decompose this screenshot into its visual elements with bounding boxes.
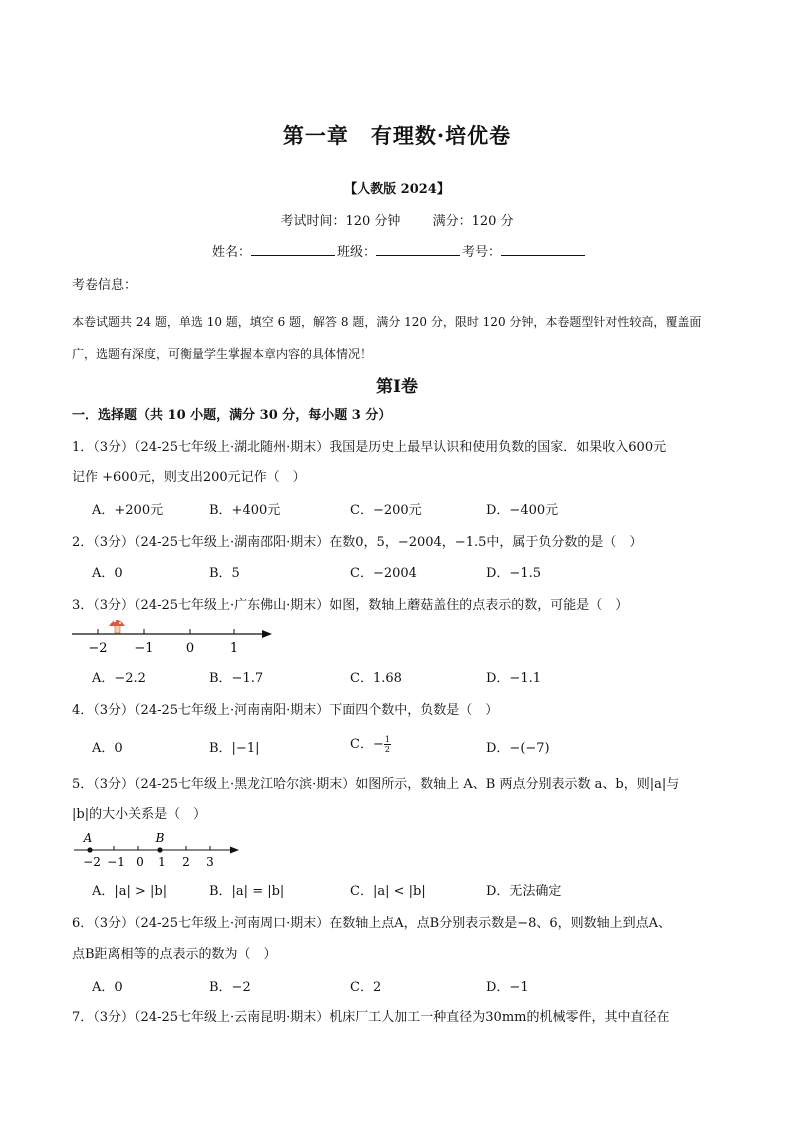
point-b bbox=[157, 847, 162, 852]
axis-label: 3 bbox=[206, 855, 214, 869]
q4-option-d[interactable]: D．−(−7) bbox=[486, 741, 550, 756]
axis-label: −1 bbox=[134, 641, 154, 656]
point-label: A bbox=[83, 831, 93, 845]
number-line-figure-q5 bbox=[72, 828, 244, 870]
name-label: 姓名： bbox=[212, 245, 252, 260]
q1-option-a[interactable]: A．+200元 bbox=[92, 503, 164, 518]
page-title: 第一章 有理数·培优卷 bbox=[282, 123, 512, 148]
mushroom-icon bbox=[109, 620, 125, 633]
score-label: 满分：120 分 bbox=[432, 214, 514, 229]
q5-option-a[interactable]: A．|a| > |b| bbox=[92, 884, 168, 899]
q3-option-c[interactable]: C．1.68 bbox=[350, 671, 402, 686]
q3-option-d[interactable]: D．−1.1 bbox=[486, 671, 541, 686]
q2-option-d[interactable]: D．−1.5 bbox=[486, 566, 541, 581]
question-1-stem-cont: 记作 +600元，则支出200元记作（ ） bbox=[72, 470, 306, 485]
axis-arrow bbox=[230, 847, 239, 854]
question-7-stem: 7．（3分）（24-25七年级上·云南昆明·期末）机床厂工人加工一种直径为30mm的机械零件，其中直径在 bbox=[72, 1010, 670, 1025]
q4-option-c-label: C．− bbox=[350, 737, 384, 752]
info-text: 本卷试题共 24 题，单选 10 题，填空 6 题，解答 8 题，满分 120 分，限时 120 分钟，本卷题型针对性较高，覆盖面广，选题有深度，可衡量学生掌握本章内容的具体情况！ bbox=[72, 315, 702, 361]
question-4-stem: 4．（3分）（24-25七年级上·河南南阳·期末）下面四个数中，负数是（ ） bbox=[72, 703, 499, 718]
question-6-stem: 6．（3分）（24-25七年级上·河南周口·期末）在数轴上点A，点B分别表示数是−8、6，则数轴上到点A、 bbox=[72, 916, 672, 931]
q3-option-a[interactable]: A．−2.2 bbox=[92, 671, 146, 686]
q4-option-a[interactable]: A．0 bbox=[92, 741, 123, 756]
axis-label: −2 bbox=[83, 855, 101, 869]
question-2-stem: 2．（3分）（24-25七年级上·湖南邵阳·期末）在数0，5，−2004，−1.5中，属于负分数的是（ ） bbox=[72, 535, 643, 550]
q6-option-d[interactable]: D．−1 bbox=[486, 980, 529, 995]
question-5-stem-cont: |b|的大小关系是（ ） bbox=[72, 807, 207, 822]
info-heading: 考卷信息： bbox=[72, 278, 138, 293]
point-a bbox=[87, 847, 92, 852]
q1-option-b[interactable]: B．+400元 bbox=[209, 503, 281, 518]
axis-arrow bbox=[262, 630, 272, 638]
q5-option-b[interactable]: B．|a| = |b| bbox=[209, 884, 285, 899]
class-label: 班级： bbox=[337, 245, 377, 260]
axis-label: 2 bbox=[182, 855, 190, 869]
axis-label: −1 bbox=[107, 855, 125, 869]
q2-option-a[interactable]: A．0 bbox=[92, 566, 123, 581]
q6-option-b[interactable]: B．−2 bbox=[209, 980, 251, 995]
question-6-stem-cont: 点B距离相等的点表示的数为（ ） bbox=[72, 947, 277, 962]
q4-option-b[interactable]: B．|−1| bbox=[209, 741, 260, 756]
axis-label: −2 bbox=[88, 641, 108, 656]
number-line-figure-q3 bbox=[70, 614, 280, 658]
name-field[interactable] bbox=[251, 243, 335, 256]
q5-option-c[interactable]: C．|a| < |b| bbox=[350, 884, 426, 899]
question-5-stem: 5．（3分）（24-25七年级上·黑龙江哈尔滨·期末）如图所示，数轴上 A、B 两点分别表示数 a、b，则|a|与 bbox=[72, 777, 680, 792]
class-field[interactable] bbox=[376, 243, 460, 256]
id-label: 考号： bbox=[462, 245, 502, 260]
fraction: $\frac{1}{2}$ bbox=[384, 735, 390, 754]
part-title: 第Ⅰ卷 bbox=[376, 377, 418, 397]
axis-label: 1 bbox=[229, 641, 239, 656]
q2-option-b[interactable]: B．5 bbox=[209, 566, 240, 581]
edition-label: 【人教版 2024】 bbox=[344, 182, 450, 197]
exam-meta bbox=[0, 210, 794, 229]
time-label: 考试时间：120 分钟 bbox=[280, 214, 401, 229]
student-fields bbox=[212, 241, 587, 260]
q4-option-c[interactable] bbox=[350, 733, 391, 754]
question-3-stem: 3．（3分）（24-25七年级上·广东佛山·期末）如图，数轴上蘑菇盖住的点表示的数，可能是（ ） bbox=[72, 598, 629, 613]
q6-option-a[interactable]: A．0 bbox=[92, 980, 123, 995]
id-field[interactable] bbox=[501, 243, 585, 256]
axis-label: 0 bbox=[185, 641, 195, 656]
q2-option-c[interactable]: C．−2004 bbox=[350, 566, 417, 581]
q5-option-d[interactable]: D．无法确定 bbox=[486, 884, 562, 899]
axis-label: 0 bbox=[136, 855, 144, 869]
section-title: 一．选择题（共 10 小题，满分 30 分，每小题 3 分） bbox=[72, 408, 392, 423]
axis-label: 1 bbox=[158, 855, 166, 869]
q1-option-d[interactable]: D．−400元 bbox=[486, 503, 559, 518]
q1-option-c[interactable]: C．−200元 bbox=[350, 503, 422, 518]
q3-option-b[interactable]: B．−1.7 bbox=[209, 671, 264, 686]
q6-option-c[interactable]: C．2 bbox=[350, 980, 382, 995]
point-label: B bbox=[155, 831, 165, 845]
question-1-stem: 1．（3分）（24-25七年级上·湖北随州·期末）我国是历史上最早认识和使用负数的国家．如果收入600元 bbox=[72, 440, 667, 455]
